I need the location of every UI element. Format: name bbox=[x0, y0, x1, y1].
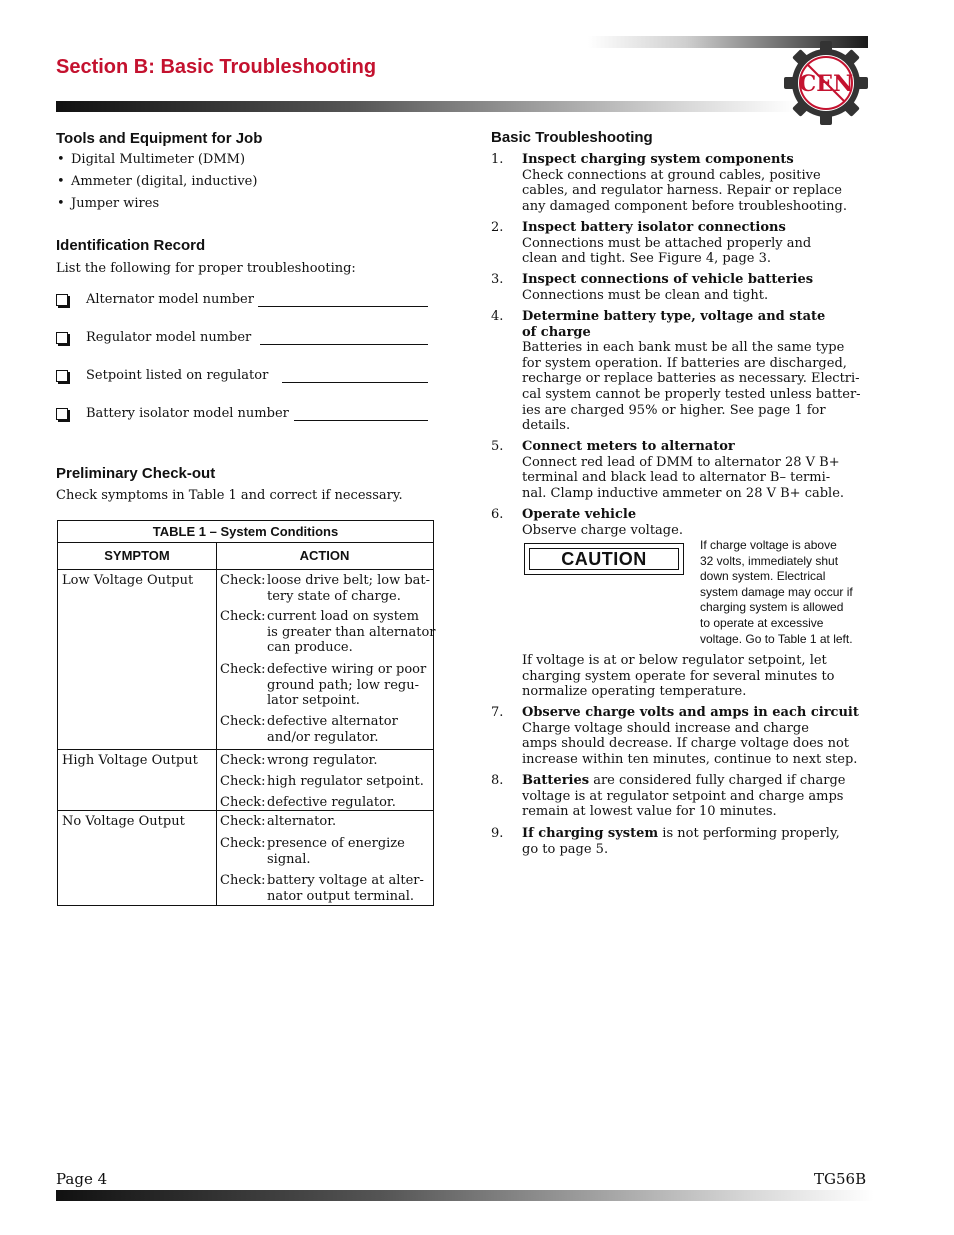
table-header-symptom: SYMPTOM bbox=[104, 548, 170, 563]
step-title: of charge bbox=[522, 324, 591, 340]
step-text: amps should decrease. If charge voltage does not bbox=[522, 736, 850, 752]
step-text: voltage is at regulator setpoint and charge amps bbox=[522, 788, 844, 804]
table-action-text: defective alternator bbox=[267, 714, 398, 729]
record-label: Battery isolator model number bbox=[86, 406, 289, 421]
table-action-text: wrong regulator. bbox=[267, 753, 378, 768]
step-title: Connect meters to alternator bbox=[522, 439, 735, 454]
step-text: Batteries in each bank must be all the same type bbox=[522, 340, 845, 356]
caution-label: CAUTION bbox=[529, 548, 679, 570]
step-text: terminal and black lead to alternator B– termi- bbox=[522, 470, 831, 486]
step-text: remain at lowest value for 10 minutes. bbox=[522, 804, 777, 820]
step-text: nal. Clamp inductive ammeter on 28 V B+ cable. bbox=[522, 485, 845, 501]
step-number: 9. bbox=[491, 826, 504, 841]
step-title: Inspect battery isolator connections bbox=[522, 220, 786, 235]
step-text: Connections must be clean and tight. bbox=[522, 287, 769, 303]
record-field-regulator[interactable] bbox=[56, 330, 428, 350]
step-text: increase within ten minutes, continue to next step. bbox=[522, 751, 858, 767]
step-text: Connect red lead of DMM to alternator 28 V B+ bbox=[522, 454, 840, 470]
checkbox-icon[interactable] bbox=[56, 332, 68, 344]
section-title: Section B: Basic Troubleshooting bbox=[56, 56, 377, 78]
system-conditions-table bbox=[57, 520, 434, 906]
step-number: 3. bbox=[491, 272, 504, 287]
table-action-text: loose drive belt; low bat- bbox=[267, 573, 431, 588]
logo-text: CEN bbox=[798, 71, 854, 97]
step-text: go to page 5. bbox=[522, 841, 609, 857]
table-header-action: ACTION bbox=[299, 548, 350, 563]
tools-item: • Ammeter (digital, inductive) bbox=[71, 174, 257, 189]
write-in-line bbox=[260, 344, 428, 345]
step-bold-lead: Batteries bbox=[522, 773, 590, 788]
step-title: Operate vehicle bbox=[522, 507, 637, 522]
caution-note bbox=[700, 538, 880, 647]
record-label: Alternator model number bbox=[86, 292, 254, 307]
caution-note-line: charging system is allowed bbox=[700, 600, 844, 615]
step-number: 8. bbox=[491, 773, 504, 788]
caution-box bbox=[524, 543, 684, 575]
table-action-text: signal. bbox=[267, 851, 311, 867]
step-text: ies are charged 95% or higher. See page 1 for bbox=[522, 402, 826, 418]
table-action-check: Check: bbox=[220, 753, 266, 768]
table-action-check: Check: bbox=[220, 795, 266, 810]
basic-troubleshooting-heading: Basic Troubleshooting bbox=[491, 129, 653, 146]
table-action-check: Check: bbox=[220, 873, 266, 888]
step-text: cables, and regulator harness. Repair or replace bbox=[522, 183, 842, 199]
table-action-check: Check: bbox=[220, 573, 266, 588]
step-text bbox=[522, 826, 872, 842]
step-text: details. bbox=[522, 418, 571, 434]
tools-item: • Jumper wires bbox=[71, 196, 159, 211]
caution-note-line: down system. Electrical bbox=[700, 569, 826, 584]
step-number: 2. bbox=[491, 220, 504, 235]
caution-note-line: If charge voltage is above bbox=[700, 538, 837, 552]
table-action-text: high regulator setpoint. bbox=[267, 774, 424, 789]
step-title: Observe charge volts and amps in each circuit bbox=[522, 705, 859, 720]
step-text bbox=[522, 773, 872, 789]
table-action-text: can produce. bbox=[267, 640, 353, 656]
table-action-text: alternator. bbox=[267, 814, 337, 829]
table-action-text: is greater than alternator bbox=[267, 624, 436, 640]
preliminary-intro: Check symptoms in Table 1 and correct if necessary. bbox=[56, 488, 403, 503]
table-action-check: Check: bbox=[220, 609, 266, 624]
table-action-text: lator setpoint. bbox=[267, 693, 360, 709]
table-action-text: presence of energize bbox=[267, 836, 405, 851]
caution-note-line: voltage. Go to Table 1 at left. bbox=[700, 631, 853, 646]
caution-note-line: to operate at excessive bbox=[700, 615, 824, 630]
step-text: normalize operating temperature. bbox=[522, 684, 747, 700]
table-symptom: Low Voltage Output bbox=[62, 573, 194, 588]
step-text: for system operation. If batteries are discharged, bbox=[522, 355, 847, 371]
step-number: 7. bbox=[491, 705, 504, 720]
cen-logo-icon bbox=[780, 37, 872, 129]
table-symptom: No Voltage Output bbox=[62, 814, 185, 829]
step-bold-lead: If charging system bbox=[522, 826, 659, 841]
step-text-rest: is not performing properly, bbox=[658, 826, 840, 841]
step-text: charging system operate for several minutes to bbox=[522, 668, 835, 684]
caution-note-line: system damage may occur if bbox=[700, 584, 853, 599]
table-action-text: battery voltage at alter- bbox=[267, 873, 424, 888]
step6-continuation bbox=[522, 653, 872, 700]
table-action-text: and/or regulator. bbox=[267, 729, 379, 745]
step-text: any damaged component before troubleshooting. bbox=[522, 198, 848, 214]
step-text: recharge or replace batteries as necessary. Electri- bbox=[522, 371, 860, 387]
table-action-text: nator output terminal. bbox=[267, 888, 415, 904]
step-text: If voltage is at or below regulator setpoint, let bbox=[522, 653, 827, 668]
table-title: TABLE 1 – System Conditions bbox=[152, 524, 339, 539]
caution-note-line: 32 volts, immediately shut bbox=[700, 553, 839, 568]
write-in-line bbox=[294, 420, 428, 421]
page-number: Page 4 bbox=[56, 1170, 108, 1188]
step-title: Inspect connections of vehicle batteries bbox=[522, 272, 814, 287]
tools-heading: Tools and Equipment for Job bbox=[56, 130, 263, 147]
table-action-text: defective wiring or poor bbox=[267, 662, 427, 677]
tools-item: • Digital Multimeter (DMM) bbox=[71, 152, 245, 167]
step-text-rest: are considered fully charged if charge bbox=[589, 773, 846, 788]
table-action-check: Check: bbox=[220, 714, 266, 729]
identification-intro: List the following for proper troubleshooting: bbox=[56, 261, 356, 276]
record-field-setpoint[interactable] bbox=[56, 368, 428, 388]
step-number: 1. bbox=[491, 152, 504, 167]
step-text: cal system cannot be properly tested unless batter- bbox=[522, 387, 861, 402]
table-action-check: Check: bbox=[220, 662, 266, 677]
record-label: Regulator model number bbox=[86, 330, 252, 345]
write-in-line bbox=[282, 382, 428, 383]
preliminary-heading: Preliminary Check-out bbox=[56, 465, 216, 482]
table-action-text: defective regulator. bbox=[267, 795, 396, 810]
identification-heading: Identification Record bbox=[56, 237, 206, 254]
step-number: 4. bbox=[491, 309, 504, 324]
step-text: Connections must be attached properly and bbox=[522, 235, 812, 251]
checkbox-icon[interactable] bbox=[56, 294, 68, 306]
step-number: 6. bbox=[491, 507, 504, 522]
table-symptom: High Voltage Output bbox=[62, 753, 198, 768]
table-action-check: Check: bbox=[220, 814, 266, 829]
step-text: Observe charge voltage. bbox=[522, 522, 683, 538]
record-label: Setpoint listed on regulator bbox=[86, 368, 269, 383]
checkbox-icon[interactable] bbox=[56, 370, 68, 382]
table-action-text: current load on system bbox=[267, 609, 419, 624]
document-id: TG56B bbox=[814, 1170, 867, 1188]
checkbox-icon[interactable] bbox=[56, 408, 68, 420]
header-bar-bottom bbox=[56, 101, 796, 112]
step-text: clean and tight. See Figure 4, page 3. bbox=[522, 251, 772, 267]
table-action-check: Check: bbox=[220, 774, 266, 789]
record-field-alternator[interactable] bbox=[56, 292, 428, 312]
step-title: Inspect charging system components bbox=[522, 152, 794, 167]
record-field-isolator[interactable] bbox=[56, 406, 428, 426]
table-action-text: tery state of charge. bbox=[267, 588, 401, 604]
step-title: Determine battery type, voltage and state bbox=[522, 309, 826, 324]
step-text: Charge voltage should increase and charge bbox=[522, 720, 809, 736]
footer-bar bbox=[56, 1190, 874, 1201]
step-text: Check connections at ground cables, positive bbox=[522, 167, 821, 183]
table-action-check: Check: bbox=[220, 836, 266, 851]
step-number: 5. bbox=[491, 439, 504, 454]
write-in-line bbox=[258, 306, 428, 307]
table-action-text: ground path; low regu- bbox=[267, 677, 419, 693]
